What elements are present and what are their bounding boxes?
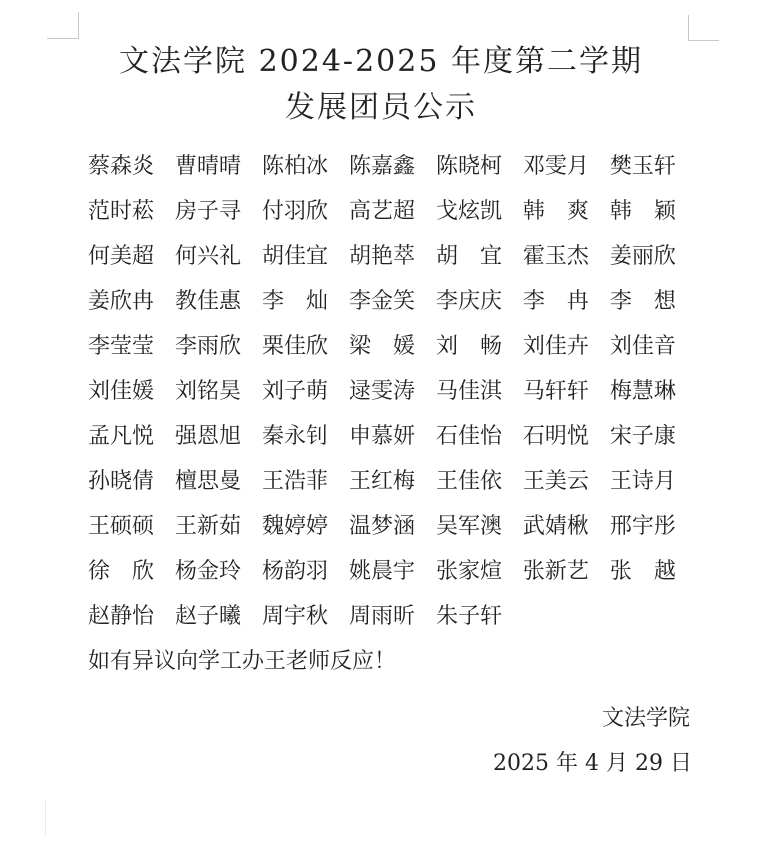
member-name: 石明悦 [522, 424, 589, 449]
member-name-list [88, 144, 676, 639]
member-name: 杨韵羽 [261, 559, 328, 584]
member-name: 刘佳音 [609, 334, 676, 359]
member-name: 周雨昕 [349, 604, 416, 629]
member-name: 曹晴晴 [174, 154, 241, 179]
name-row [88, 549, 676, 594]
member-name: 王佳依 [435, 469, 502, 494]
name-row [88, 279, 676, 324]
document-title-line2: 发展团员公示 [285, 90, 477, 125]
member-name: 张家煊 [435, 559, 502, 584]
member-name: 梅慧琳 [609, 379, 676, 404]
name-row [88, 459, 676, 504]
member-name: 陈嘉鑫 [348, 154, 415, 179]
member-name: 刘铭昊 [174, 379, 241, 404]
page-corner-mark-bottom-left [45, 800, 47, 836]
member-name: 强恩旭 [174, 424, 241, 449]
member-name: 戈炫凯 [435, 199, 502, 224]
member-name: 邓雯月 [522, 154, 589, 179]
member-name: 姜欣冉 [88, 289, 155, 314]
member-name: 李金笑 [348, 289, 415, 314]
member-name: 房子寻 [174, 199, 241, 224]
objection-note: 如有异议向学工办王老师反应！ [88, 649, 397, 674]
member-name: 高艺超 [348, 199, 415, 224]
name-row [88, 414, 676, 459]
member-name: 孟凡悦 [88, 424, 155, 449]
member-name: 何兴礼 [174, 244, 241, 269]
member-name: 韩 颖 [609, 199, 676, 224]
member-name: 秦永钊 [261, 424, 328, 449]
member-name: 王诗月 [609, 469, 676, 494]
member-name: 梁 媛 [348, 334, 415, 359]
member-name: 王硕硕 [88, 514, 155, 539]
member-name: 姚晨宇 [348, 559, 415, 584]
member-name: 姜丽欣 [609, 244, 676, 269]
name-row [88, 189, 676, 234]
member-name: 刘佳卉 [522, 334, 589, 359]
member-name: 刘子萌 [261, 379, 328, 404]
member-name: 陈柏冰 [261, 154, 328, 179]
name-row [88, 324, 676, 369]
member-name: 李庆庆 [435, 289, 502, 314]
member-name: 王红梅 [348, 469, 415, 494]
member-name: 张新艺 [522, 559, 589, 584]
signature-date: 2025 年 4 月 29 日 [493, 751, 692, 776]
page-corner-mark-top-left [47, 12, 79, 39]
member-name: 韩 爽 [522, 199, 589, 224]
member-name: 胡佳宜 [261, 244, 328, 269]
member-name: 马佳淇 [435, 379, 502, 404]
name-row [88, 594, 676, 639]
member-name: 温梦涵 [348, 514, 415, 539]
member-name: 蔡森炎 [88, 154, 155, 179]
member-name: 胡 宜 [435, 244, 502, 269]
member-name: 王浩菲 [261, 469, 328, 494]
member-name: 宋子康 [609, 424, 676, 449]
member-name: 樊玉轩 [609, 154, 676, 179]
member-name: 马轩轩 [522, 379, 589, 404]
member-name: 邢宇彤 [609, 514, 676, 539]
member-name: 武婧楸 [522, 514, 589, 539]
member-name: 徐 欣 [88, 559, 155, 584]
member-name: 吴军澳 [435, 514, 502, 539]
name-row [88, 234, 676, 279]
member-name: 李 冉 [522, 289, 589, 314]
member-name: 周宇秋 [262, 604, 329, 629]
member-name: 教佳惠 [174, 289, 241, 314]
signature-department: 文法学院 [601, 706, 690, 731]
member-name: 刘佳媛 [88, 379, 155, 404]
member-name: 赵子曦 [175, 604, 242, 629]
member-name: 李雨欣 [174, 334, 241, 359]
name-row [88, 144, 676, 189]
member-name: 胡艳萃 [348, 244, 415, 269]
member-name: 王美云 [522, 469, 589, 494]
member-name: 霍玉杰 [522, 244, 589, 269]
member-name: 檀思曼 [174, 469, 241, 494]
document-title-line1: 文法学院 2024-2025 年度第二学期 [119, 44, 643, 79]
member-name: 杨金玲 [174, 559, 241, 584]
member-name: 逯雯涛 [348, 379, 415, 404]
member-name: 石佳怡 [435, 424, 502, 449]
member-name: 陈晓柯 [435, 154, 502, 179]
member-name: 申慕妍 [348, 424, 415, 449]
member-name: 李 想 [609, 289, 676, 314]
page-corner-mark-top-right [688, 15, 719, 41]
member-name: 何美超 [88, 244, 155, 269]
member-name: 李 灿 [261, 289, 328, 314]
member-name: 栗佳欣 [261, 334, 328, 359]
name-row [88, 369, 676, 414]
member-name: 孙晓倩 [88, 469, 155, 494]
member-name: 范时菘 [88, 199, 155, 224]
name-row [88, 504, 676, 549]
member-name: 王新茹 [174, 514, 241, 539]
member-name: 李莹莹 [88, 334, 155, 359]
member-name: 朱子轩 [436, 604, 503, 629]
member-name: 付羽欣 [261, 199, 328, 224]
member-name: 赵静怡 [88, 604, 155, 629]
member-name: 张 越 [609, 559, 676, 584]
member-name: 刘 畅 [435, 334, 502, 359]
member-name: 魏婷婷 [261, 514, 328, 539]
